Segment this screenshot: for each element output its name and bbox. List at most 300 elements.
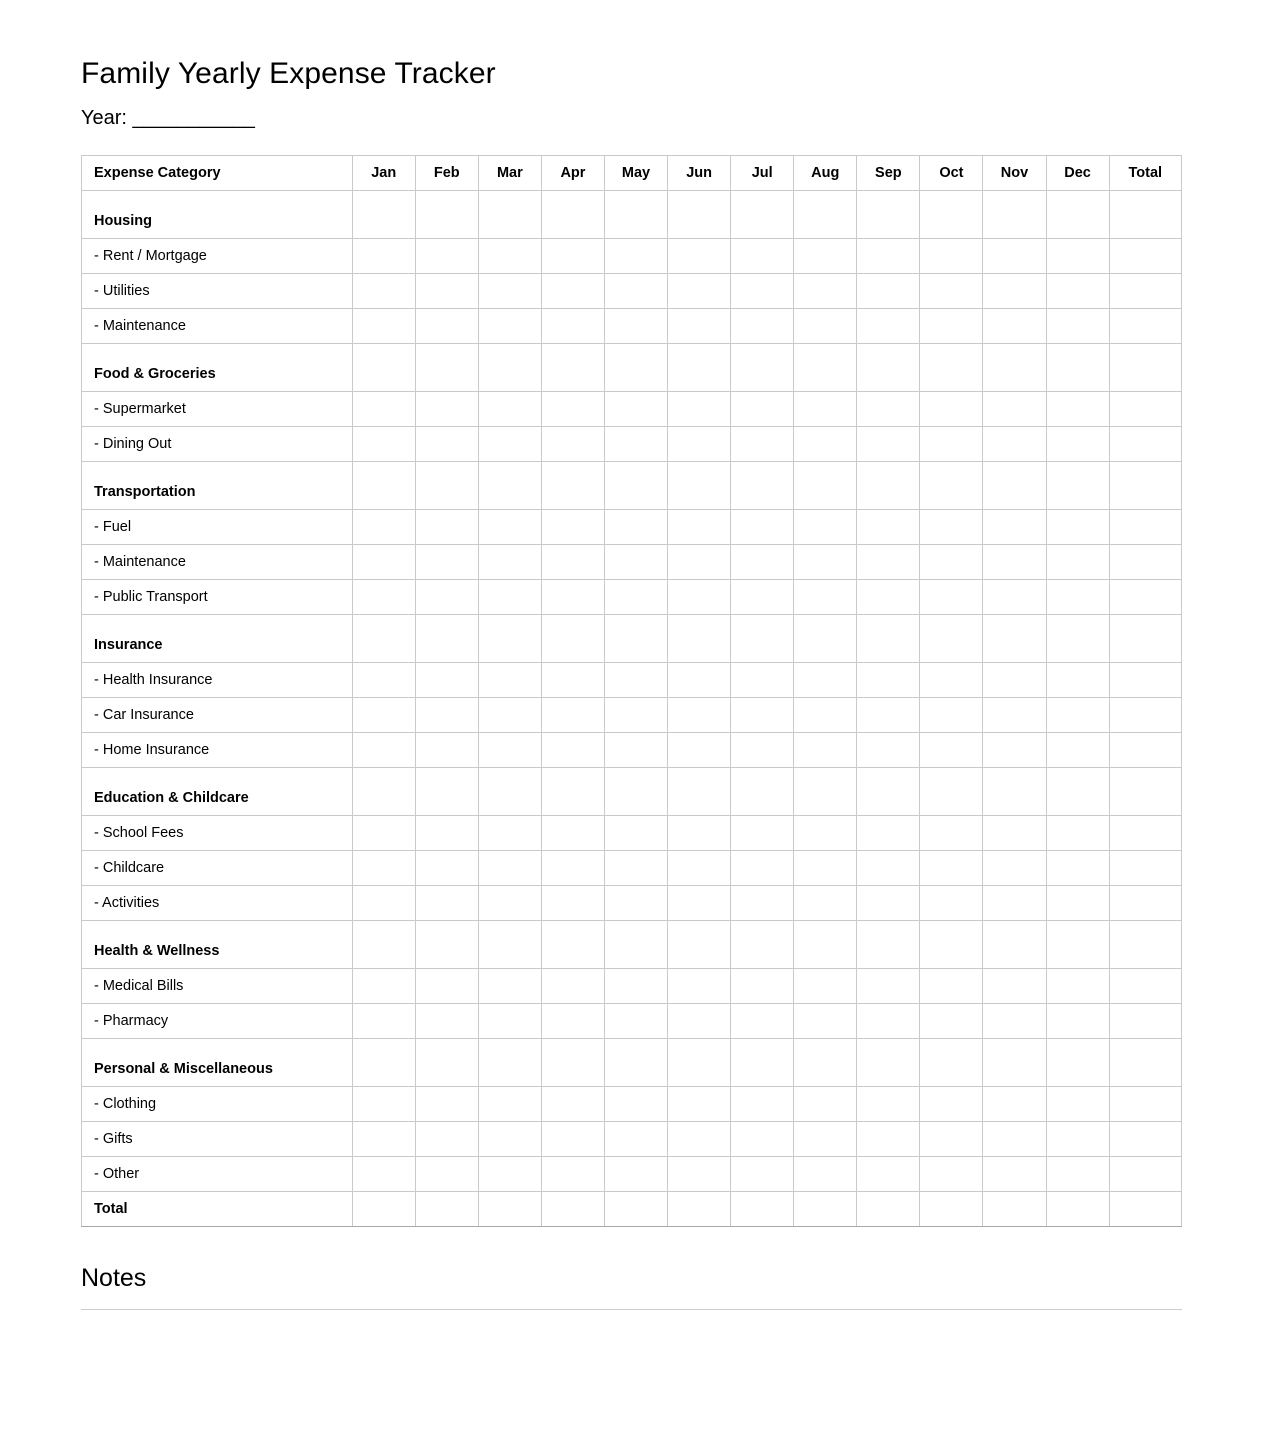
amount-cell-jan[interactable] <box>352 662 415 697</box>
amount-cell-feb[interactable] <box>415 1003 478 1038</box>
amount-cell-jan[interactable] <box>352 273 415 308</box>
amount-cell-feb[interactable] <box>415 614 478 662</box>
amount-cell-aug[interactable] <box>794 767 857 815</box>
amount-cell-nov[interactable] <box>983 1086 1046 1121</box>
amount-cell-jul[interactable] <box>731 544 794 579</box>
amount-cell-may[interactable] <box>604 697 667 732</box>
amount-cell-sep[interactable] <box>857 461 920 509</box>
amount-cell-aug[interactable] <box>794 1086 857 1121</box>
amount-cell-total[interactable] <box>1109 461 1181 509</box>
amount-cell-dec[interactable] <box>1046 815 1109 850</box>
amount-cell-nov[interactable] <box>983 238 1046 273</box>
amount-cell-may[interactable] <box>604 815 667 850</box>
amount-cell-nov[interactable] <box>983 850 1046 885</box>
amount-cell-mar[interactable] <box>478 815 541 850</box>
amount-cell-sep[interactable] <box>857 308 920 343</box>
amount-cell-jun[interactable] <box>668 614 731 662</box>
amount-cell-nov[interactable] <box>983 391 1046 426</box>
amount-cell-nov[interactable] <box>983 308 1046 343</box>
amount-cell-may[interactable] <box>604 732 667 767</box>
amount-cell-sep[interactable] <box>857 426 920 461</box>
amount-cell-aug[interactable] <box>794 815 857 850</box>
amount-cell-feb[interactable] <box>415 920 478 968</box>
amount-cell-sep[interactable] <box>857 1191 920 1226</box>
amount-cell-jan[interactable] <box>352 308 415 343</box>
amount-cell-aug[interactable] <box>794 391 857 426</box>
amount-cell-dec[interactable] <box>1046 579 1109 614</box>
amount-cell-apr[interactable] <box>541 190 604 238</box>
amount-cell-mar[interactable] <box>478 308 541 343</box>
amount-cell-dec[interactable] <box>1046 1003 1109 1038</box>
amount-cell-jun[interactable] <box>668 850 731 885</box>
amount-cell-feb[interactable] <box>415 968 478 1003</box>
amount-cell-feb[interactable] <box>415 544 478 579</box>
amount-cell-nov[interactable] <box>983 920 1046 968</box>
amount-cell-apr[interactable] <box>541 662 604 697</box>
amount-cell-jan[interactable] <box>352 732 415 767</box>
amount-cell-aug[interactable] <box>794 1038 857 1086</box>
amount-cell-feb[interactable] <box>415 579 478 614</box>
amount-cell-dec[interactable] <box>1046 968 1109 1003</box>
amount-cell-nov[interactable] <box>983 697 1046 732</box>
amount-cell-oct[interactable] <box>920 697 983 732</box>
amount-cell-sep[interactable] <box>857 1086 920 1121</box>
amount-cell-mar[interactable] <box>478 273 541 308</box>
amount-cell-sep[interactable] <box>857 273 920 308</box>
amount-cell-feb[interactable] <box>415 509 478 544</box>
amount-cell-feb[interactable] <box>415 238 478 273</box>
amount-cell-oct[interactable] <box>920 1086 983 1121</box>
amount-cell-apr[interactable] <box>541 1121 604 1156</box>
amount-cell-jun[interactable] <box>668 190 731 238</box>
amount-cell-apr[interactable] <box>541 1191 604 1226</box>
amount-cell-may[interactable] <box>604 885 667 920</box>
amount-cell-oct[interactable] <box>920 1156 983 1191</box>
amount-cell-dec[interactable] <box>1046 308 1109 343</box>
amount-cell-may[interactable] <box>604 614 667 662</box>
amount-cell-oct[interactable] <box>920 850 983 885</box>
amount-cell-aug[interactable] <box>794 662 857 697</box>
amount-cell-may[interactable] <box>604 579 667 614</box>
amount-cell-sep[interactable] <box>857 1121 920 1156</box>
amount-cell-mar[interactable] <box>478 662 541 697</box>
amount-cell-feb[interactable] <box>415 1121 478 1156</box>
amount-cell-total[interactable] <box>1109 1038 1181 1086</box>
amount-cell-sep[interactable] <box>857 190 920 238</box>
amount-cell-sep[interactable] <box>857 1038 920 1086</box>
amount-cell-jun[interactable] <box>668 1003 731 1038</box>
amount-cell-oct[interactable] <box>920 391 983 426</box>
amount-cell-dec[interactable] <box>1046 273 1109 308</box>
amount-cell-sep[interactable] <box>857 815 920 850</box>
amount-cell-mar[interactable] <box>478 391 541 426</box>
amount-cell-total[interactable] <box>1109 308 1181 343</box>
amount-cell-jun[interactable] <box>668 391 731 426</box>
amount-cell-sep[interactable] <box>857 391 920 426</box>
amount-cell-jul[interactable] <box>731 767 794 815</box>
amount-cell-may[interactable] <box>604 273 667 308</box>
amount-cell-aug[interactable] <box>794 732 857 767</box>
amount-cell-total[interactable] <box>1109 1156 1181 1191</box>
amount-cell-feb[interactable] <box>415 850 478 885</box>
amount-cell-sep[interactable] <box>857 509 920 544</box>
amount-cell-dec[interactable] <box>1046 1156 1109 1191</box>
amount-cell-nov[interactable] <box>983 732 1046 767</box>
amount-cell-oct[interactable] <box>920 544 983 579</box>
amount-cell-total[interactable] <box>1109 544 1181 579</box>
amount-cell-mar[interactable] <box>478 426 541 461</box>
amount-cell-oct[interactable] <box>920 273 983 308</box>
amount-cell-apr[interactable] <box>541 614 604 662</box>
amount-cell-jul[interactable] <box>731 426 794 461</box>
amount-cell-may[interactable] <box>604 968 667 1003</box>
amount-cell-jul[interactable] <box>731 662 794 697</box>
amount-cell-may[interactable] <box>604 544 667 579</box>
amount-cell-aug[interactable] <box>794 1003 857 1038</box>
amount-cell-may[interactable] <box>604 238 667 273</box>
amount-cell-jul[interactable] <box>731 968 794 1003</box>
amount-cell-total[interactable] <box>1109 1086 1181 1121</box>
amount-cell-aug[interactable] <box>794 697 857 732</box>
amount-cell-jun[interactable] <box>668 1086 731 1121</box>
amount-cell-jan[interactable] <box>352 885 415 920</box>
amount-cell-oct[interactable] <box>920 1038 983 1086</box>
amount-cell-jul[interactable] <box>731 850 794 885</box>
amount-cell-oct[interactable] <box>920 732 983 767</box>
amount-cell-may[interactable] <box>604 343 667 391</box>
amount-cell-dec[interactable] <box>1046 426 1109 461</box>
amount-cell-mar[interactable] <box>478 885 541 920</box>
amount-cell-jun[interactable] <box>668 1191 731 1226</box>
amount-cell-jul[interactable] <box>731 1191 794 1226</box>
amount-cell-jul[interactable] <box>731 697 794 732</box>
amount-cell-nov[interactable] <box>983 1156 1046 1191</box>
amount-cell-mar[interactable] <box>478 343 541 391</box>
amount-cell-nov[interactable] <box>983 509 1046 544</box>
amount-cell-apr[interactable] <box>541 885 604 920</box>
amount-cell-aug[interactable] <box>794 968 857 1003</box>
amount-cell-mar[interactable] <box>478 767 541 815</box>
amount-cell-sep[interactable] <box>857 885 920 920</box>
amount-cell-oct[interactable] <box>920 920 983 968</box>
amount-cell-apr[interactable] <box>541 544 604 579</box>
amount-cell-jan[interactable] <box>352 238 415 273</box>
amount-cell-aug[interactable] <box>794 1191 857 1226</box>
amount-cell-oct[interactable] <box>920 1121 983 1156</box>
amount-cell-oct[interactable] <box>920 509 983 544</box>
amount-cell-oct[interactable] <box>920 190 983 238</box>
amount-cell-dec[interactable] <box>1046 1038 1109 1086</box>
amount-cell-sep[interactable] <box>857 1156 920 1191</box>
amount-cell-nov[interactable] <box>983 461 1046 509</box>
amount-cell-jul[interactable] <box>731 190 794 238</box>
amount-cell-aug[interactable] <box>794 343 857 391</box>
amount-cell-total[interactable] <box>1109 968 1181 1003</box>
amount-cell-may[interactable] <box>604 850 667 885</box>
amount-cell-jan[interactable] <box>352 391 415 426</box>
amount-cell-jul[interactable] <box>731 238 794 273</box>
amount-cell-total[interactable] <box>1109 1003 1181 1038</box>
amount-cell-dec[interactable] <box>1046 614 1109 662</box>
amount-cell-oct[interactable] <box>920 426 983 461</box>
amount-cell-apr[interactable] <box>541 426 604 461</box>
amount-cell-nov[interactable] <box>983 1003 1046 1038</box>
amount-cell-oct[interactable] <box>920 968 983 1003</box>
amount-cell-jul[interactable] <box>731 732 794 767</box>
amount-cell-total[interactable] <box>1109 1191 1181 1226</box>
amount-cell-jul[interactable] <box>731 815 794 850</box>
amount-cell-apr[interactable] <box>541 343 604 391</box>
amount-cell-mar[interactable] <box>478 850 541 885</box>
amount-cell-apr[interactable] <box>541 850 604 885</box>
amount-cell-oct[interactable] <box>920 579 983 614</box>
amount-cell-apr[interactable] <box>541 1038 604 1086</box>
amount-cell-jan[interactable] <box>352 920 415 968</box>
amount-cell-nov[interactable] <box>983 815 1046 850</box>
amount-cell-apr[interactable] <box>541 461 604 509</box>
amount-cell-apr[interactable] <box>541 767 604 815</box>
amount-cell-total[interactable] <box>1109 920 1181 968</box>
amount-cell-may[interactable] <box>604 1038 667 1086</box>
amount-cell-jun[interactable] <box>668 273 731 308</box>
amount-cell-jan[interactable] <box>352 614 415 662</box>
amount-cell-dec[interactable] <box>1046 544 1109 579</box>
amount-cell-jun[interactable] <box>668 308 731 343</box>
amount-cell-jun[interactable] <box>668 1121 731 1156</box>
amount-cell-dec[interactable] <box>1046 767 1109 815</box>
amount-cell-nov[interactable] <box>983 1121 1046 1156</box>
amount-cell-dec[interactable] <box>1046 885 1109 920</box>
amount-cell-apr[interactable] <box>541 697 604 732</box>
amount-cell-may[interactable] <box>604 1121 667 1156</box>
amount-cell-dec[interactable] <box>1046 920 1109 968</box>
amount-cell-aug[interactable] <box>794 850 857 885</box>
amount-cell-jun[interactable] <box>668 697 731 732</box>
amount-cell-jul[interactable] <box>731 391 794 426</box>
amount-cell-nov[interactable] <box>983 579 1046 614</box>
amount-cell-mar[interactable] <box>478 968 541 1003</box>
amount-cell-mar[interactable] <box>478 697 541 732</box>
amount-cell-oct[interactable] <box>920 238 983 273</box>
amount-cell-oct[interactable] <box>920 461 983 509</box>
amount-cell-nov[interactable] <box>983 885 1046 920</box>
amount-cell-apr[interactable] <box>541 968 604 1003</box>
amount-cell-total[interactable] <box>1109 238 1181 273</box>
amount-cell-jul[interactable] <box>731 273 794 308</box>
amount-cell-sep[interactable] <box>857 1003 920 1038</box>
amount-cell-aug[interactable] <box>794 461 857 509</box>
amount-cell-jul[interactable] <box>731 1156 794 1191</box>
amount-cell-dec[interactable] <box>1046 190 1109 238</box>
amount-cell-may[interactable] <box>604 190 667 238</box>
amount-cell-jun[interactable] <box>668 920 731 968</box>
amount-cell-aug[interactable] <box>794 920 857 968</box>
amount-cell-total[interactable] <box>1109 697 1181 732</box>
amount-cell-nov[interactable] <box>983 1038 1046 1086</box>
amount-cell-may[interactable] <box>604 1003 667 1038</box>
amount-cell-jun[interactable] <box>668 662 731 697</box>
amount-cell-apr[interactable] <box>541 238 604 273</box>
amount-cell-feb[interactable] <box>415 815 478 850</box>
amount-cell-aug[interactable] <box>794 509 857 544</box>
amount-cell-feb[interactable] <box>415 662 478 697</box>
amount-cell-sep[interactable] <box>857 920 920 968</box>
amount-cell-may[interactable] <box>604 426 667 461</box>
amount-cell-mar[interactable] <box>478 732 541 767</box>
amount-cell-nov[interactable] <box>983 968 1046 1003</box>
amount-cell-nov[interactable] <box>983 190 1046 238</box>
amount-cell-mar[interactable] <box>478 544 541 579</box>
amount-cell-mar[interactable] <box>478 1086 541 1121</box>
amount-cell-dec[interactable] <box>1046 850 1109 885</box>
amount-cell-dec[interactable] <box>1046 1086 1109 1121</box>
amount-cell-jul[interactable] <box>731 461 794 509</box>
amount-cell-nov[interactable] <box>983 426 1046 461</box>
amount-cell-oct[interactable] <box>920 1191 983 1226</box>
amount-cell-oct[interactable] <box>920 308 983 343</box>
amount-cell-aug[interactable] <box>794 1121 857 1156</box>
amount-cell-total[interactable] <box>1109 509 1181 544</box>
amount-cell-jun[interactable] <box>668 343 731 391</box>
amount-cell-jul[interactable] <box>731 614 794 662</box>
amount-cell-mar[interactable] <box>478 509 541 544</box>
amount-cell-jun[interactable] <box>668 767 731 815</box>
amount-cell-jul[interactable] <box>731 579 794 614</box>
amount-cell-jan[interactable] <box>352 1121 415 1156</box>
amount-cell-feb[interactable] <box>415 461 478 509</box>
amount-cell-mar[interactable] <box>478 1156 541 1191</box>
amount-cell-sep[interactable] <box>857 850 920 885</box>
amount-cell-feb[interactable] <box>415 391 478 426</box>
amount-cell-apr[interactable] <box>541 920 604 968</box>
amount-cell-jan[interactable] <box>352 1086 415 1121</box>
amount-cell-jan[interactable] <box>352 1156 415 1191</box>
amount-cell-apr[interactable] <box>541 273 604 308</box>
amount-cell-jul[interactable] <box>731 1086 794 1121</box>
amount-cell-aug[interactable] <box>794 1156 857 1191</box>
amount-cell-total[interactable] <box>1109 426 1181 461</box>
amount-cell-jan[interactable] <box>352 1038 415 1086</box>
amount-cell-jun[interactable] <box>668 732 731 767</box>
amount-cell-apr[interactable] <box>541 1156 604 1191</box>
amount-cell-jul[interactable] <box>731 920 794 968</box>
amount-cell-jun[interactable] <box>668 579 731 614</box>
amount-cell-mar[interactable] <box>478 1121 541 1156</box>
amount-cell-total[interactable] <box>1109 662 1181 697</box>
amount-cell-total[interactable] <box>1109 343 1181 391</box>
amount-cell-jan[interactable] <box>352 579 415 614</box>
amount-cell-apr[interactable] <box>541 815 604 850</box>
amount-cell-jul[interactable] <box>731 1038 794 1086</box>
amount-cell-sep[interactable] <box>857 968 920 1003</box>
amount-cell-mar[interactable] <box>478 190 541 238</box>
amount-cell-dec[interactable] <box>1046 343 1109 391</box>
amount-cell-total[interactable] <box>1109 579 1181 614</box>
amount-cell-aug[interactable] <box>794 614 857 662</box>
amount-cell-sep[interactable] <box>857 767 920 815</box>
amount-cell-oct[interactable] <box>920 767 983 815</box>
amount-cell-aug[interactable] <box>794 426 857 461</box>
amount-cell-mar[interactable] <box>478 1191 541 1226</box>
amount-cell-oct[interactable] <box>920 885 983 920</box>
amount-cell-jan[interactable] <box>352 697 415 732</box>
amount-cell-aug[interactable] <box>794 190 857 238</box>
amount-cell-mar[interactable] <box>478 920 541 968</box>
amount-cell-jun[interactable] <box>668 885 731 920</box>
amount-cell-feb[interactable] <box>415 732 478 767</box>
amount-cell-apr[interactable] <box>541 391 604 426</box>
amount-cell-mar[interactable] <box>478 1038 541 1086</box>
amount-cell-feb[interactable] <box>415 1086 478 1121</box>
amount-cell-total[interactable] <box>1109 885 1181 920</box>
amount-cell-total[interactable] <box>1109 732 1181 767</box>
amount-cell-jan[interactable] <box>352 509 415 544</box>
amount-cell-jan[interactable] <box>352 343 415 391</box>
amount-cell-jan[interactable] <box>352 968 415 1003</box>
amount-cell-jul[interactable] <box>731 885 794 920</box>
amount-cell-aug[interactable] <box>794 579 857 614</box>
amount-cell-mar[interactable] <box>478 1003 541 1038</box>
amount-cell-total[interactable] <box>1109 767 1181 815</box>
amount-cell-feb[interactable] <box>415 343 478 391</box>
amount-cell-jun[interactable] <box>668 1038 731 1086</box>
amount-cell-sep[interactable] <box>857 662 920 697</box>
amount-cell-jul[interactable] <box>731 1003 794 1038</box>
amount-cell-jan[interactable] <box>352 461 415 509</box>
amount-cell-aug[interactable] <box>794 273 857 308</box>
amount-cell-jun[interactable] <box>668 1156 731 1191</box>
amount-cell-mar[interactable] <box>478 238 541 273</box>
amount-cell-may[interactable] <box>604 391 667 426</box>
amount-cell-nov[interactable] <box>983 343 1046 391</box>
amount-cell-feb[interactable] <box>415 697 478 732</box>
year-field-label[interactable]: Year: ___________ <box>81 106 255 129</box>
amount-cell-aug[interactable] <box>794 544 857 579</box>
amount-cell-jan[interactable] <box>352 767 415 815</box>
amount-cell-dec[interactable] <box>1046 391 1109 426</box>
amount-cell-sep[interactable] <box>857 732 920 767</box>
amount-cell-feb[interactable] <box>415 767 478 815</box>
amount-cell-sep[interactable] <box>857 343 920 391</box>
amount-cell-feb[interactable] <box>415 308 478 343</box>
amount-cell-nov[interactable] <box>983 662 1046 697</box>
amount-cell-mar[interactable] <box>478 461 541 509</box>
amount-cell-apr[interactable] <box>541 509 604 544</box>
amount-cell-sep[interactable] <box>857 238 920 273</box>
amount-cell-oct[interactable] <box>920 343 983 391</box>
amount-cell-dec[interactable] <box>1046 509 1109 544</box>
amount-cell-feb[interactable] <box>415 1156 478 1191</box>
amount-cell-may[interactable] <box>604 920 667 968</box>
amount-cell-oct[interactable] <box>920 1003 983 1038</box>
amount-cell-may[interactable] <box>604 1191 667 1226</box>
amount-cell-apr[interactable] <box>541 308 604 343</box>
amount-cell-jul[interactable] <box>731 308 794 343</box>
amount-cell-jul[interactable] <box>731 343 794 391</box>
amount-cell-jun[interactable] <box>668 544 731 579</box>
amount-cell-aug[interactable] <box>794 885 857 920</box>
amount-cell-aug[interactable] <box>794 308 857 343</box>
amount-cell-total[interactable] <box>1109 614 1181 662</box>
amount-cell-dec[interactable] <box>1046 1121 1109 1156</box>
amount-cell-dec[interactable] <box>1046 1191 1109 1226</box>
amount-cell-feb[interactable] <box>415 885 478 920</box>
amount-cell-nov[interactable] <box>983 544 1046 579</box>
amount-cell-jan[interactable] <box>352 190 415 238</box>
amount-cell-feb[interactable] <box>415 1038 478 1086</box>
amount-cell-may[interactable] <box>604 1156 667 1191</box>
amount-cell-jun[interactable] <box>668 238 731 273</box>
